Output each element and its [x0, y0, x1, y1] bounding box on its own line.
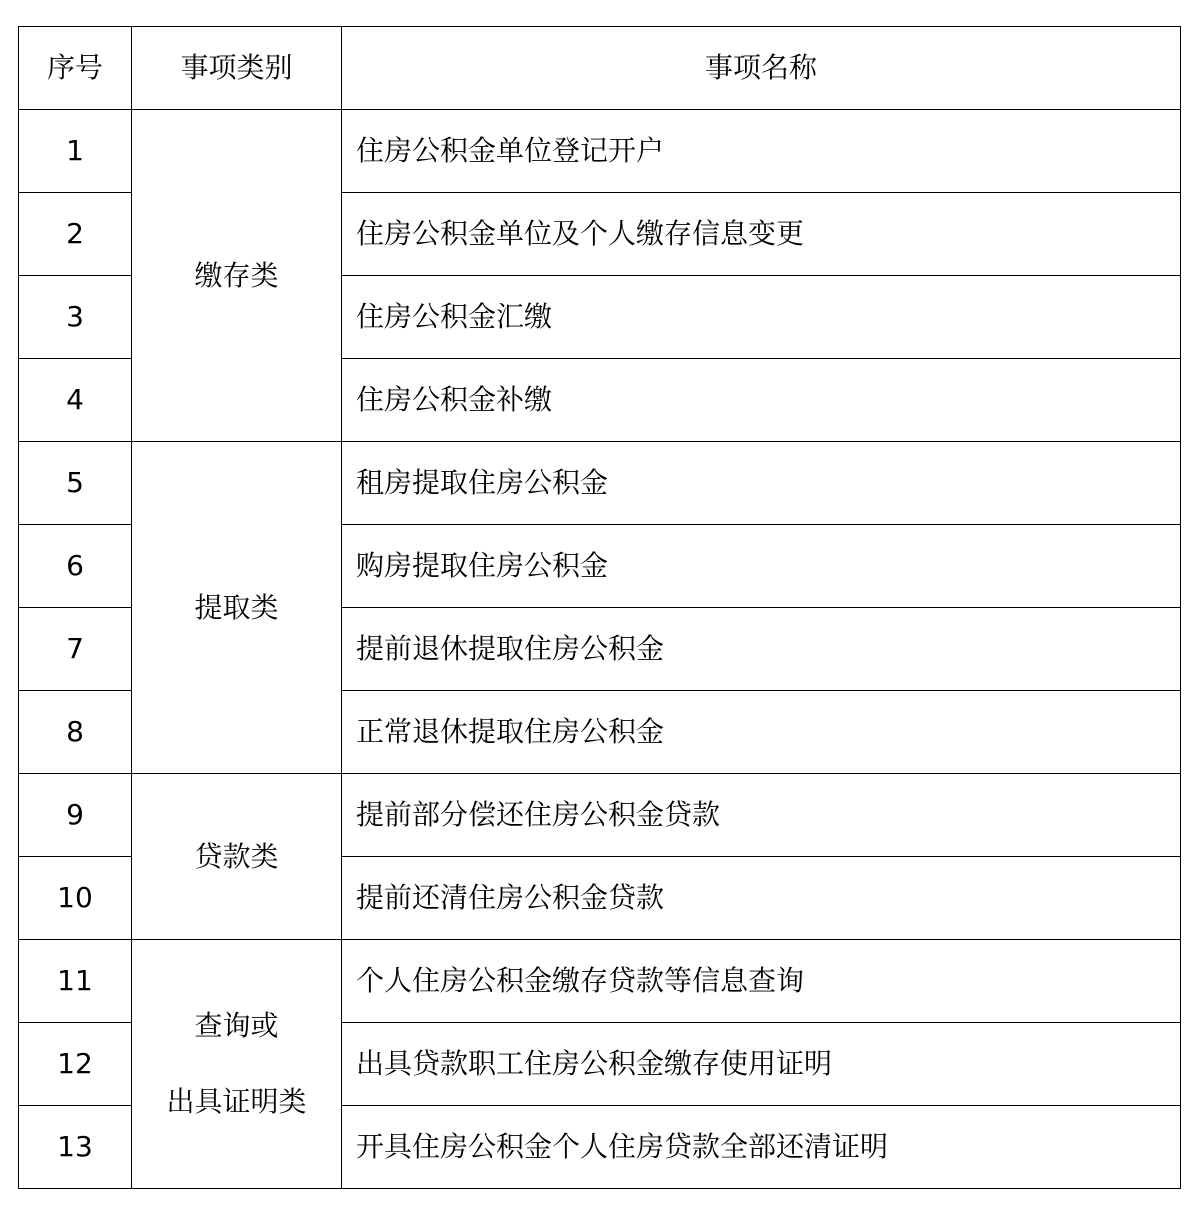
row-number: 7: [19, 608, 132, 691]
row-number: 4: [19, 359, 132, 442]
category-cell: [132, 940, 342, 1189]
row-name: 购房提取住房公积金: [342, 525, 1181, 608]
row-name: 提前还清住房公积金贷款: [342, 857, 1181, 940]
row-number: 3: [19, 276, 132, 359]
header-name: 事项名称: [342, 27, 1181, 110]
row-number: 10: [19, 857, 132, 940]
row-number: 8: [19, 691, 132, 774]
row-name: 住房公积金补缴: [342, 359, 1181, 442]
row-name: 提前部分偿还住房公积金贷款: [342, 774, 1181, 857]
row-name: 正常退休提取住房公积金: [342, 691, 1181, 774]
row-number: 5: [19, 442, 132, 525]
category-label: 贷款类: [194, 839, 279, 873]
table-row: [19, 442, 1181, 525]
category-label-line-1: 查询或: [194, 1009, 279, 1042]
row-name: 住房公积金汇缴: [342, 276, 1181, 359]
row-name: 个人住房公积金缴存贷款等信息查询: [342, 940, 1181, 1023]
row-name: 出具贷款职工住房公积金缴存使用证明: [342, 1023, 1181, 1106]
row-number: 13: [19, 1106, 132, 1189]
row-name: 住房公积金单位登记开户: [342, 110, 1181, 193]
header-number: 序号: [19, 27, 132, 110]
category-label: 缴存类: [194, 258, 279, 292]
table-row: [19, 940, 1181, 1023]
row-name: 提前退休提取住房公积金: [342, 608, 1181, 691]
table-row: [19, 110, 1181, 193]
row-name: 住房公积金单位及个人缴存信息变更: [342, 193, 1181, 276]
header-category: 事项类别: [132, 27, 342, 110]
category-cell: [132, 442, 342, 774]
category-cell: [132, 110, 342, 442]
items-table: [18, 26, 1181, 1189]
category-label-line-2: 出具证明类: [166, 1085, 307, 1118]
row-name: 租房提取住房公积金: [342, 442, 1181, 525]
row-number: 2: [19, 193, 132, 276]
category-cell: [132, 774, 342, 940]
row-number: 9: [19, 774, 132, 857]
row-number: 6: [19, 525, 132, 608]
table-body: [19, 110, 1181, 1189]
table-header: [19, 27, 1181, 110]
category-label: 提取类: [194, 590, 279, 624]
row-number: 11: [19, 940, 132, 1023]
row-number: 12: [19, 1023, 132, 1106]
row-name: 开具住房公积金个人住房贷款全部还清证明: [342, 1106, 1181, 1189]
row-number: 1: [19, 110, 132, 193]
header-row: [19, 27, 1181, 110]
table-row: [19, 774, 1181, 857]
